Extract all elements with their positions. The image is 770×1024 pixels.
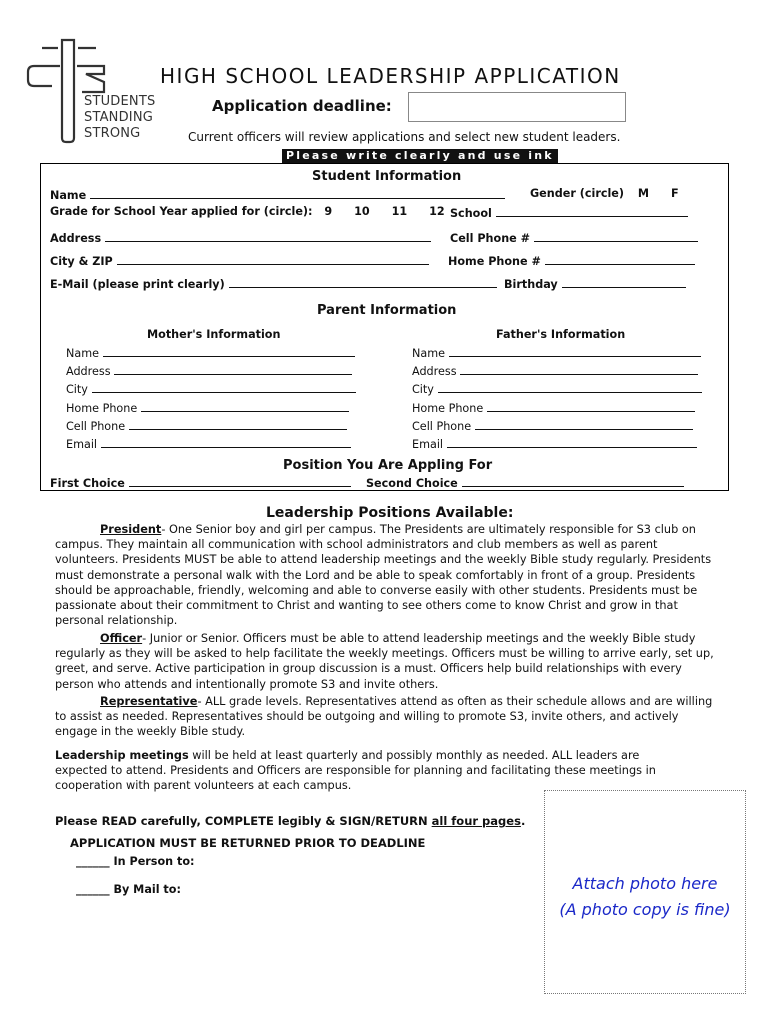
student-name-label: Name: [50, 189, 87, 202]
address-field[interactable]: [105, 230, 431, 242]
mother-address-field[interactable]: [114, 363, 352, 375]
student-name-row: [50, 187, 505, 202]
photo-line-2: (A photo copy is fine): [559, 900, 731, 919]
father-email-row: [412, 436, 702, 454]
city-label: City & ZIP: [50, 255, 113, 268]
mother-address-label: Address: [66, 365, 111, 379]
representative-text: - ALL grade levels. Representatives attend as often as their schedule allows and are willing to assist as needed. Representatives should be outgoing and willing to promote S3, invite others, and actively engage in the weekly Bible study.: [55, 695, 713, 739]
father-address-field[interactable]: [460, 363, 698, 375]
read-underlined: all four pages: [431, 814, 521, 828]
parent-info-heading: Parent Information: [317, 303, 457, 318]
logo: [24, 38, 164, 144]
father-email-label: Email: [412, 438, 444, 452]
position-heading: Position You Are Appling For: [283, 458, 493, 473]
by-mail-blank[interactable]: ______: [76, 883, 110, 896]
gender-label: Gender (circle): [530, 187, 625, 200]
in-person-row: [76, 855, 195, 868]
mother-email-field[interactable]: [101, 436, 351, 448]
read-post: .: [520, 814, 526, 828]
logo-line-3: STRONG: [84, 126, 141, 141]
photo-attach-box[interactable]: [544, 790, 746, 994]
father-name-label: Name: [412, 347, 446, 360]
school-label: School: [450, 207, 492, 220]
home-phone-field[interactable]: [545, 253, 695, 265]
school-row: [450, 205, 688, 220]
father-home-label: Home Phone: [412, 401, 484, 415]
mother-name-row: [66, 345, 356, 363]
email-field[interactable]: [229, 276, 497, 288]
mother-home-label: Home Phone: [66, 401, 138, 415]
in-person-label: In Person to:: [113, 855, 195, 868]
father-address-row: [412, 363, 702, 381]
meetings-label: Leadership meetings: [55, 749, 189, 762]
meetings-paragraph: [55, 748, 695, 794]
representative-paragraph: [55, 694, 715, 740]
president-paragraph: [55, 522, 715, 628]
grade-row: [50, 205, 445, 218]
officer-paragraph: [55, 631, 715, 692]
officer-text: - Junior or Senior. Officers must be able to attend leadership meetings and the weekly Bible study regularly as they will be asked to help facilitate the weekly meetings. Officers must be willing to arrive early, set up, greet, and serve. Active participation in group discussion is a must. Officers help build relationships with every person who attends and intentionally promote S3 and invite others.: [55, 632, 714, 691]
president-text: - One Senior boy and girl per campus. The Presidents are ultimately responsible for S3 club on campus. They maintain all communication with school administrators and club members as well as parent volunteers. Presidents MUST be able to attend leadership meetings and the weekly Bible study regularly. Presidents must demonstrate a personal walk with the Lord and be able to speak comfortably in front of a group. Presidents should be approachable, friendly, welcoming and able to converse easily with other students. Presidents must be passionate about their commitment to Christ and wanting to see others come to know Christ and grow in that personal relationship.: [55, 523, 712, 628]
in-person-blank[interactable]: ______: [76, 855, 110, 868]
address-row: [50, 230, 431, 245]
cell-row: [450, 230, 698, 245]
cell-field[interactable]: [534, 230, 698, 242]
ink-banner: Please write clearly and use ink: [282, 149, 558, 163]
father-cell-row: [412, 418, 702, 436]
second-choice-row: [366, 475, 684, 490]
mother-email-label: Email: [66, 438, 98, 452]
mother-name-field[interactable]: [103, 345, 355, 357]
student-name-field[interactable]: [90, 187, 505, 199]
mother-email-row: [66, 436, 356, 454]
school-field[interactable]: [496, 205, 688, 217]
first-choice-label: First Choice: [50, 477, 125, 490]
logo-line-2: STANDING: [84, 110, 154, 125]
grade-label: Grade for School Year applied for (circle):: [50, 205, 313, 218]
father-email-field[interactable]: [447, 436, 697, 448]
grade-10-option[interactable]: 10: [354, 205, 370, 218]
mother-city-label: City: [66, 383, 88, 397]
father-cell-label: Cell Phone: [412, 419, 472, 433]
father-city-row: [412, 381, 702, 399]
father-heading: Father's Information: [496, 328, 626, 341]
mother-heading: Mother's Information: [147, 328, 281, 341]
student-info-heading: Student Information: [312, 169, 462, 184]
mother-cell-row: [66, 418, 356, 436]
email-row: [50, 276, 497, 291]
mother-fields: [66, 345, 356, 454]
father-home-field[interactable]: [487, 400, 695, 412]
birthday-field[interactable]: [562, 276, 686, 288]
birthday-label: Birthday: [504, 278, 558, 291]
father-cell-field[interactable]: [475, 418, 693, 430]
mother-city-field[interactable]: [92, 381, 356, 393]
read-instructions: [55, 814, 525, 828]
home-phone-label: Home Phone #: [448, 255, 541, 268]
mother-city-row: [66, 381, 356, 399]
must-return-note: APPLICATION MUST BE RETURNED PRIOR TO DEADLINE: [70, 836, 426, 850]
birthday-row: [504, 276, 686, 291]
city-field[interactable]: [117, 253, 429, 265]
father-city-label: City: [412, 383, 434, 397]
mother-home-row: [66, 400, 356, 418]
father-city-field[interactable]: [438, 381, 702, 393]
review-note: Current officers will review applications and select new student leaders.: [188, 130, 621, 144]
page-title: HIGH SCHOOL LEADERSHIP APPLICATION: [160, 64, 621, 88]
second-choice-field[interactable]: [462, 475, 684, 487]
address-label: Address: [50, 232, 102, 245]
father-address-label: Address: [412, 365, 457, 379]
second-choice-label: Second Choice: [366, 477, 458, 490]
father-name-field[interactable]: [449, 345, 701, 357]
mother-name-label: Name: [66, 347, 100, 360]
gender-f-option[interactable]: F: [670, 187, 679, 200]
meetings-text: will be held at least quarterly and possibly monthly as needed. ALL leaders are expected to attend. Presidents and Officers are responsible for planning and facilitating these meetings in cooperation with parent volunteers at each campus.: [55, 749, 656, 793]
father-fields: [412, 345, 702, 454]
deadline-input[interactable]: [408, 92, 626, 122]
read-pre: Please READ carefully, COMPLETE legibly & SIGN/RETURN: [55, 814, 432, 828]
gender-m-option[interactable]: M: [637, 187, 650, 200]
by-mail-row: [76, 883, 181, 896]
gender-row: [530, 187, 679, 200]
grade-11-option[interactable]: 11: [391, 205, 408, 218]
grade-9-option[interactable]: 9: [324, 205, 333, 218]
deadline-label: Application deadline:: [212, 97, 392, 115]
representative-label: Representative: [100, 695, 198, 708]
father-home-row: [412, 400, 702, 418]
city-row: [50, 253, 429, 268]
father-name-row: [412, 345, 702, 363]
email-label: E-Mail (please print clearly): [50, 278, 225, 291]
mother-home-field[interactable]: [141, 400, 349, 412]
cell-label: Cell Phone #: [450, 232, 531, 245]
by-mail-label: By Mail to:: [113, 883, 181, 896]
grade-12-option[interactable]: 12: [429, 205, 445, 218]
mother-address-row: [66, 363, 356, 381]
mother-cell-label: Cell Phone: [66, 419, 126, 433]
photo-line-1: Attach photo here: [572, 874, 718, 893]
positions-heading: Leadership Positions Available:: [266, 505, 514, 521]
mother-cell-field[interactable]: [129, 418, 347, 430]
home-phone-row: [448, 253, 695, 268]
first-choice-row: [50, 475, 351, 490]
logo-line-1: STUDENTS: [84, 94, 156, 109]
president-label: President: [100, 523, 162, 536]
officer-label: Officer: [100, 632, 143, 645]
first-choice-field[interactable]: [129, 475, 351, 487]
